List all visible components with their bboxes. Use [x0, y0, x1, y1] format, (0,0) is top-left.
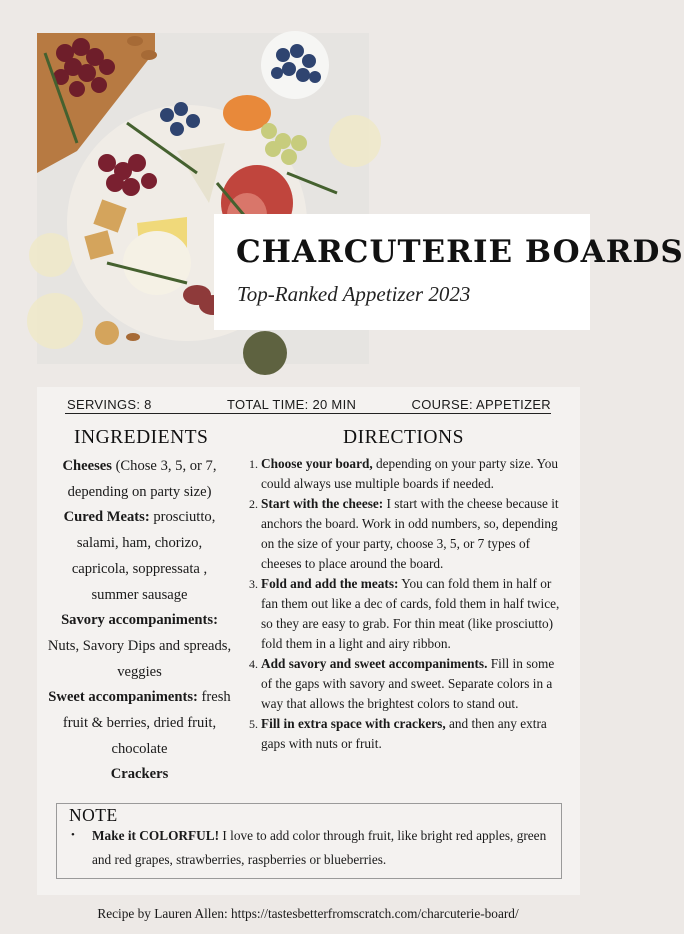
ingredient-label: Crackers: [110, 766, 169, 783]
ingredient-text: fresh fruit & berries, dried fruit, chocolate: [62, 689, 231, 757]
ingredient-item: [47, 685, 232, 762]
ingredient-item: [47, 608, 232, 685]
direction-step: [249, 714, 567, 754]
note-label: Make it COLORFUL!: [92, 828, 220, 843]
direction-step: [249, 574, 567, 654]
ingredient-item: [47, 762, 232, 788]
step-text: You can fold them in half or fan them out like a dec of cards, fold them in half twice, so they are easy to grab. For thin meat (like prosciutto) fold them in a light and airy ribbon.: [261, 576, 560, 651]
directions-heading: DIRECTIONS: [343, 427, 464, 448]
recipe-subtitle: Top-Ranked Appetizer 2023: [237, 282, 471, 306]
ingredients-list: [47, 454, 232, 788]
direction-step: [249, 454, 567, 494]
step-number: 2.: [249, 497, 258, 511]
note-detail: I love to add color through fruit, like bright red apples, green and red grapes, strawberries, raspberries or blueberries.: [92, 828, 547, 867]
ingredients-heading: INGREDIENTS: [74, 427, 209, 448]
recipe-title: CHARCUTERIE BOARDS: [236, 234, 684, 270]
ingredient-item: [47, 505, 232, 608]
bullet-icon: •: [71, 829, 75, 841]
course-label: COURSE: APPETIZER: [411, 397, 551, 412]
note-text: [71, 824, 555, 871]
direction-step: [249, 654, 567, 714]
step-label: Start with the cheese:: [261, 496, 384, 511]
step-text: and then any extra gaps with nuts or fruit.: [261, 716, 547, 751]
direction-step: [249, 494, 567, 574]
ingredient-label: Sweet accompaniments:: [48, 689, 198, 706]
step-label: Fold and add the meats:: [261, 576, 399, 591]
title-card: [214, 214, 684, 330]
recipe-meta-row: [65, 397, 551, 414]
step-number: 5.: [249, 717, 258, 731]
step-text: Fill in some of the gaps with savory and sweet. Separate colors in a way that allows the brightest colors to stand out.: [261, 656, 555, 711]
ingredient-label: Cured Meats:: [63, 509, 150, 526]
step-text: depending on your party size. You could always use multiple boards if needed.: [261, 456, 559, 491]
note-box: [56, 803, 562, 879]
ingredient-label: Savory accompaniments:: [61, 612, 218, 629]
ingredient-text: (Chose 3, 5, or 7, depending on party size): [67, 458, 217, 500]
step-text: I start with the cheese because it anchors the board. Work in odd numbers, so, depending on the size of your party, choose 3, 5, or 7 types of cheeses to place around the board.: [261, 496, 559, 571]
ingredient-text: prosciutto, salami, ham, chorizo, capricola, soppressata , summer sausage: [71, 509, 216, 603]
step-label: Choose your board,: [261, 456, 373, 471]
note-item: [71, 824, 555, 871]
note-heading: NOTE: [69, 805, 118, 825]
step-number: 4.: [249, 657, 258, 671]
servings-label: SERVINGS: 8: [67, 397, 152, 412]
total-time-label: TOTAL TIME: 20 MIN: [227, 397, 357, 412]
recipe-card: [37, 387, 580, 895]
step-label: Fill in extra space with crackers,: [261, 716, 446, 731]
step-label: Add savory and sweet accompaniments.: [261, 656, 488, 671]
ingredient-text: Nuts, Savory Dips and spreads, veggies: [47, 637, 232, 680]
ingredient-label: Cheeses: [62, 458, 112, 474]
recipe-credit: Recipe by Lauren Allen: https://tastesbetterfromscratch.com/charcuterie-board/: [97, 906, 519, 921]
step-number: 1.: [249, 457, 258, 471]
ingredient-item: [47, 454, 232, 505]
directions-list: [249, 454, 567, 754]
step-number: 3.: [249, 577, 258, 591]
